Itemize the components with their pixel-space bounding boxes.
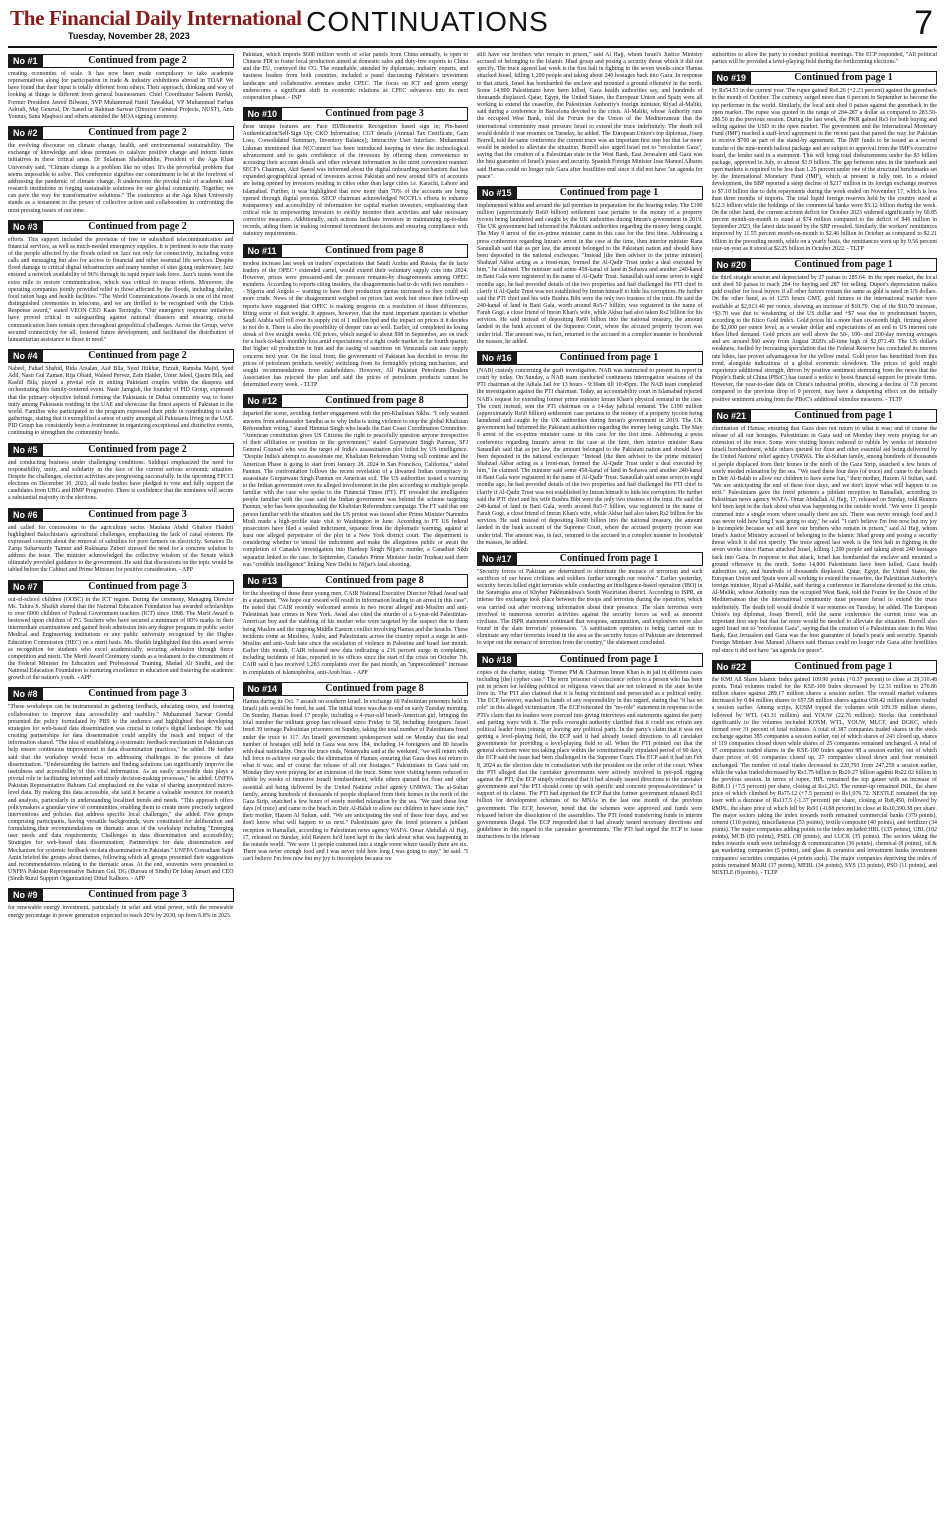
story-number-badge: No #2 [8,126,43,140]
continuation-block [8,687,234,883]
story-number-badge: No #15 [477,186,517,200]
article-text: Nabeel, Fahad Shahid, Rida Arsalan, Asif Bila, Syed Iftikhar, Fizzah, Ramsha Majid, Syed Adil, Nasir Gul Zaman, Rija Obaid, Waleed Pervez, Zain Haider, Umer Jaleel, Qasim Bila, and Kashif Bila, played a pivotal role in uniting Pakistani couples within the diaspora and orchestrating this family-centered event. Nasir Jamgish, the founder of PID Group, expressed that the primary objective behind forming the Pakistanis in Dubai community was to foster unity among Pakistanis residing in the UAE and showcase the finest aspects of Pakistan to the world. Families who participated in the program expressed their pride in contributing to such gatherings, stating that it exemplified a sense of unity amongst all Pakistanis living in the UAE. PID Group has consistently been a frontrunner in organizing exceptional and distinctive events, continuing to strengthen the community bonds. [8,366,234,437]
continuation-header [243,574,469,588]
continuation-block [243,682,469,864]
article-text: for the shooting of these three young men, CAIR National Executive Director Nihad Awad said in a statement. "We hope our reward will result in information leading to an arrest in this case". He noted that CAIR recently welcomed arrests in two recent alleged anti-Muslim and anti-Palestinian hate crimes in New York. Awad also cited the murder of a 6-year-old Palestinian-American boy and the stabbing of his mother who were targeted by the suspect due to them being Muslim and the ongoing Middle Eastern conflict involving Hamas and the Israelis. These incidents come as Muslims, Arabs, and Palestinians across the country report a surge in anti-Muslim and anti-Arab hate since the escalation of violence in Palestine and Israel last month. Earlier this month, CAIR released new data indicating a 216 percent surge in complaints, including incidents of bias, reported to its offices since the start of the crisis on October 7th. CAIR said it has received 1,283 complaints over the past month, an "unprecedented" increase in complaints of Islamophobia, anti-Arab bias. - APP [242,590,468,676]
continuation-block [243,574,469,677]
continued-from-label: Continued from page 1 [751,409,937,423]
article-text: "These workshops can be instrumental in gathering feedback, educating users, and fostering collaboration to improve data accessibility and usability." Muhammad Sarwar Gondal presented the policy formulated by PBS to the audience and highlighted that developing strategies for web-based data dissemination was crucial in today's digital landscape. He said creating partnerships for data dissemination could amplify the reach and impact of the information shared. "The idea of establishing a systematic feedback mechanism in Pakistan can help ensure continuous improvement in data dissemination practices," he added. He further said that the workshop would focus on addressing challenges in the process of data dissemination. "Understanding the barriers and finding solutions can significantly improve the usefulness and accessibility of this vital information. As an easily accessible data plays a pivotal role in facilitating informed and timely decision-making processes," he added. UNFPA Pakistan Representative Bahram Gul emphasized on the value of sharing anonymized micro-level data. By making this data accessible, she said it became a valuable resource for research and analysis, particularly in understanding localized trends and needs. "This approach offers policymakers a granular view of communities, enabling them to create more precisely targeted interventions and policies that address specific local challenges," she added. Five groups comprising participants, having versatile backgrounds, were constituted for deliberation and formulating their recommendations on thematic areas of the workshop including "Emerging user needs and data requirements; Challenges in data dissemination and accessibility; Strategies for web-based data dissemination; Partnerships for data dissemination and Mechanism for systemic feedback on data dissemination in Pakistan." UNFPA Consultant Sajid Amin briefed the groups about themes, following which all groups presented their suggestions and recommendations relating to the thematic areas. At the end, souvenirs were presented to UNFPA Pakistan Representative Bahram Gul, DG (Bureau of Sindh) Dr Ishaq Ansari and CEO (Sindh Rural Support Organization) Dittal Kalhoro. - APP [8,704,234,883]
article-text: still have our brothers who remain in prison," said Al Hajj, whom Israel's Justice Ministry accused of belonging to the Islamic Jihad group and posing a security threat which it did not specify. The truce agreed last week is the first halt in fighting in the seven weeks since Hamas attacked Israel, killing 1,200 people and taking about 240 hostages back into Gaza. In response to that attack, Israel has bombarded the enclave and mounted a ground offensive in the north. Some 14,800 Palestinians have been killed, Gaza health authorities say, and hundreds of thousands displaced. Qatar, Egypt, the United States, the European Union and Spain were all working to extend the ceasefire, the Palestinian Authority's foreign minister, Riyad al-Maliki, said during a conference in Barcelona devoted to the crisis. Al-Maliki, whose Authority runs the occupied West Bank, told the Forum for the Union of the Mediterranean that the international community must pressure Israel to extend the truce indefinitely. The death toll would double if war resumes on Tuesday, he added. The European Union's top diplomat, Josep Borrell, told the same conference the current truce was an important first step but that far more would be needed to alleviate the situation. Borrell also urged Israel not to "recolonise Gaza", saying that the creation of a Palestinian state in the West Bank, East Jerusalem and Gaza was the best guarantee of Israel's peace and security. Spanish Foreign Minister Jose Manuel Albares said Hamas could no longer rule Gaza after hostilities end since it did not have "an agenda for peace". [477,52,703,180]
continued-from-label: Continued from page 8 [282,682,468,696]
story-number-badge: No #18 [477,653,517,667]
article-text: the third straight session and depreciated by 27 paisas to 285.64. In the open market, the local unit shed 50 paisas to reach 284 for buying and 287 for selling. Dupee's depreciation makes gold costlier for local buyers if all other factors remain the same as gold is rated in US dollars. On the other hand, as of 1255 hours GMT, gold futures in the international market were available at $2,013.40 per ounce, showing an increase of $10.70. Out of the $10.70 increase, +$3.70 was due to weakening of the US dollar and +$7 was due to predominant buyers, according to the Kitco Gold Index. Gold prices hit a more than six-month high, firming above the $2,000 per ounce level, as a weaker dollar and expectations of an end to US interest rate hikes lifted demand. Gold prices are well above the 50-, 100- and 200-day moving averages and are around $60 away from August 2020's all-time high of $2,072.49. The US dollar's weakness, fuelled by increasing speculation that the Federal Reserve has concluded its interest rate hikes, has proven advantageous for the yellow metal. Gold price has benefitted from this trend, alongside indications of a global economic slowdown. The prices of gold might experience additional strength, driven by positive sentiment stemming from the news that the People's Bank of China (PBoC) has issued a notice to boost financial support for private firms. However, the year-to-date data on China's industrial profits, showing a decline of 7.8 percent compared to the previous drop of 9 percent, may have a dampening effect on the initially positive sentiment arising from the PBoC's additional stimulus measures. - TLTP [711,274,937,403]
continuation-header [712,258,938,272]
continuation-header [8,888,234,902]
continuation-block [477,653,703,842]
continuation-block [8,126,234,215]
continuation-header [8,508,234,522]
continuation-block [243,52,469,102]
continued-from-label: Continued from page 8 [282,574,468,588]
story-number-badge: No #5 [8,443,43,457]
article-text: copies of the charter, stating: "Former PM & Chairman Imran Khan is in jail in different cases including [the] cypher case." The term 'prisoner of conscience' refers to a person who has been put in prison for holding political or religious views that are not tolerated in the state he/she lives in. The PTI also claimed that it is being victimised and persecuted as a political entity. The ECP, however, washed its hands of any responsibility in this regard, stating that "it has no role" in this alleged victimisation. The ECP reiterated the "no-role" statement in response to the PTI's claim that its leaders were coerced into giving interviews and statements against the party and parting ways with it. The polls oversight authority clarified that it could not refrain any political leader from joining or leaving any political party. In the party's claim that it was not getting a level-playing field, the ECP said it had already issued directions to all caretaker governments for providing a level-playing field to all. When the PTI pointed out that the general elections were not taking place within the constitutionally stipulated period of 90 days, the ECP said the issue had been challenged in the Supreme Court. The ECP said it had set Feb 8, 2024 as the election date in consultation with the president on the order of the court. When the PTI alleged that the caretaker governments were actively involved in pre-poll rigging against the PTI, the ECP simply reiterated that it had already issued directions to the caretaker governments and "the PTI should come up with specific and concrete proposals/evidence" in support of its claims. The PTI had apprised the ECP that the former government released Rs51 billion for development schemes of its MNAs in the last one month of the previous government. The ECP, however, noted that the schemes were approved and funds were released before the dissolution of the assemblies. The PTI found transferring funds to interim governments illegal. The ECP responded that it had already issued necessary directions and guidelines in this regard to the caretaker governments. The PTI had urged the ECP to issue instructions to the relevant [477,669,703,841]
continuation-header [8,54,234,68]
continuation-header [477,351,703,365]
column-2 [243,52,469,1526]
continuation-header [477,653,703,667]
masthead-rule [8,46,937,48]
continued-from-label: Continued from page 1 [517,653,703,667]
continued-from-label: Continued from page 1 [517,552,703,566]
story-number-badge: No #14 [243,682,283,696]
article-text: Pakistan, which imports $600 million worth of solar panels from China annually, is open to Chinese FDI to foster local production aimed at domestic sales and duty-free exports to China and the EU, conveyed the CG. The roundtable, attended by diplomats, industry experts, and business leaders from both countries, included a panel discussing Pakistan's investment landscape and collaborative avenues under CPEC. The focus on ICT and green energy underscores a significant shift in economic relations as CPEC advances into its next cooperation phase. - INP [242,52,468,101]
article-text: Hamas during its Oct. 7 assault on southern Israel. In exchange 60 Palestinian prisoners held in Israeli jails would be freed, he said. The initial truce was due to end on early Tuesday morning. On Sunday, Hamas freed 17 people, including a 4-year-old Israeli-American girl, bringing the total number the militant group has released since Friday to 58, including foreigners. Israel freed 39 teenage Palestinian prisoners on Sunday, taking the total number of Palestinians freed under the truce to 117. An Israeli government spokesperson said on Monday that the total number of hostages still held in Gaza was now 184, including 14 foreigners and 80 Israelis with dual nationality. Once the truce ends, Netanyahu said at the weekend, "we will return with full force to achieve our goals: the elimination of Hamas; ensuring that Gaza does not return to what it was; and of course the release of all our hostages." Palestinians in Gaza said on Monday they were praying for an extension of the truce. Some were visiting homes reduced to rubble by weeks of intensive Israeli bombardment, while others queued for flour and other essential aid being delivered by the United Nations' relief agency UNRWA. The al-Sultan family, among hundreds of thousands of people displaced from their homes in the north of the Gaza Strip, snatched a few hours of sorely needed relaxation by the sea. "We used these four days (of truce) and came to the beach in Deir Al-Balah to allow our children to have some fun," their mother, Hazem Al Sultan, said. "We are anticipating the end of these four days, and we don't know what will happen to us next." Palestinians gave the freed prisoners a jubilant reception in Ramallah, according to Palestinian news agency WAFA. Omar Abdullah Al Hajj, 17, released on Sunday, told Reuters he'd been kept in the dark about what was happening in the outside world. "We were 11 people crammed into a single room where usually there are six. There was never enough food and I was never told how long I was going to stay," he said. "I can't believe I'm free now but my joy is incomplete because we [242,698,468,863]
continuation-block [8,349,234,438]
continuation-block [477,52,703,181]
story-number-badge: No #6 [8,508,43,522]
continued-from-label: Continued from page 8 [282,394,468,408]
continued-from-label: Continued from page 2 [43,443,234,457]
masthead [8,4,937,46]
continuation-header [712,71,938,85]
article-text: and called for concessions to the agriculture sector. Maulana Abdul Ghafoor Haideri highlighted Balochistan's agricultural challenges, emphasizing the lack of canal systems. He expressed concern about the removal of subsidies for poor farmers on electricity. Senators Dr. Zarqa Suharwardy Taimur and Rukhsana Zuberi stressed the need for a concrete solution to address the issue. The minister acknowledged the collective wisdom of the Senate which ultimately provided guidance to the government. He said that discussions on the topic would be tabled before the Cabinet and Prime Minister for positive consideration. - APP [8,524,234,574]
continuation-block [477,552,703,648]
article-text: creating economies of scale. It has now been made compulsory to take academia representatives along for participation in trade & industry exhibitions abroad in TDAP. We have found that their input is totally different from others. Their approach, thinking and way of looking at things is different from general businessmen. Chief Coordinator Saleem Parekh, Former President Jawed Bilwani, SVP Muhammad Hanif Tawakkal, VP Muhammad Farhan Ashrafi, Maj General, Dr. Saeed ur Rahman Sarwar (Director General Projects, NUST), Anis Younus, Sana Maqbool and others attended the MOA signing ceremony. [8,71,234,120]
continuation-header [712,660,938,674]
continuation-block [712,52,938,66]
article-text: the KMI All Share Islamic Index gained 109.90 points (+0.37 percent) to close at 29,310.48 points. Total volumes traded for the KSE-100 Index decreased by 12.31 million to 276.86 million shares against 289.17 million shares a session earlier. The overall market volumes decreased by 0.84 million shares to 657.58 million shares against 658.42 million shares traded a session earlier. Among scrips, KOSM topped the volumes with 109.39 million shares, followed by WTL (43.31 million) and YOUW (22.76 million). Stocks that contributed significantly to the volumes included KOSM, WTL, YOUW, MLCF, and DGKC, which formed over 31 percent of total volumes. A total of 387 companies traded shares in the stock exchange against 385 companies a session earlier, out of which shares of 243 closed up, shares of 119 companies closed down while shares of 25 companies remained unchanged. A total of 97 companies traded shares in the KSE-100 Index against 98 a session earlier, out of which share prices of 66 companies closed up, 27 companies closed down and four remained unchanged. The number of total trades decreased to 220,793 from 247,259 a session earlier, while the value traded decreased by Rs1.75 billion to Rs20.27 billion against Rs22.02 billion in the previous session. In terms of rupee, HPL remained the top gainer with an increase of Rs88.11 (+7.5 percent) per share, closing at Rs1,263. The runner-up remained INIL, the share price of which climbed by Rs75.12 (+7.5 percent) to Rs1,076.72. NESTLE remained the top loser with a decrease of Rs117.5 (-1.37 percent) per share, closing at Rs8,450, followed by RMPL, the share price of which fell by Rs91 (-0.88 percent) to close at Rs10,390.38 per share. The major sectors taking the index towards north remained commercial banks (379 points), cement (110 points), miscellaneous (53 points), textile composite (40 points), and fertilizer (34 points). The major companies adding points to the index included HBL (135 points), UBL (102 points), MCB (83 points), PSEL (38 points), and LUCK (35 points). The sectors taking the index towards south were technology & communication (36 points), chemical (8 points), oil & gas marketing companies (5 points), and glass & ceramics and investment banks investment companies/ securities companies (4 points each). The major companies depriving the index of points remained MARI (37 points), MEBL (34 points), SYS (33 points), PSO (11 points), and NESTLE (8 points). - TLTP [711,676,937,876]
story-number-badge: No #10 [243,107,283,121]
story-number-badge: No #4 [8,349,43,363]
continuation-block [8,54,234,121]
article-text: implemented within and around the jail premises in preparation for the hearing today. The £190 million (approximately Rs60 billion) settlement case pertains to the money of a property tycoon being laundered and caught by the UK authorities during Imran's government in 2019. The UK government had informed the Pakistani authorities regarding the money being caught. The May 9 arrest of the ex-prime minister came in this case for the first time. Addressing a press conference regarding Imran's arrest in the case at the time, then interior minister Rana Sanaullah said that as per law, the amount belonged to the Pakistani nation and should have been deposited in the national exchequer. "Instead [the then advisor to the prime minister] Shahzad Akbar acting as a front-man, formed the Al-Qadir Trust under a deal executed by him," he claimed. The minister said some 458-kanal of land in Sohawa and another 240-kanal in Bani Gala were registered in the name of Al-Qadir Trust. Sanaullah said some seven to eight months ago, he had provided details of the two properties and had challenged the PTI chief to clarify if Al-Qadir Trust was not established by Imran himself to hide his corruption. He further said the PTI chief and his wife Bushra Bibi were the only two trustees of the trust. He said the 240-kanal of land in Bani Gala, worth around Rs5-7 billion, was registered in the name of Farah Gogi, a close friend of Imran Khan's wife, while Akbar had also taken Rs2 billion for his services. He said instead of depositing Rs60 billion into the national treasury, the amount landed in the bank account of the Supreme Court, where the accused property tycoon was under trial. The amount was, in fact, returned to the accused in a complex manner to hoodwink the masses, he added. [477,202,703,345]
article-text: elimination of Hamas; ensuring that Gaza does not return to what it was; and of course the release of all our hostages. Palestinians in Gaza said on Monday they were praying for an extension of the truce. Some were visiting homes reduced to rubble by weeks of intensive Israeli bombardment, while others queued for flour and other essential aid being delivered by the United Nations' relief agency UNRWA. The al-Sultan family, among hundreds of thousands of people displaced from their homes in the north of the Gaza Strip, snatched a few hours of sorely needed relaxation by the sea. "We used these four days (of truce) and came to the beach in Deir Al-Balah to allow our children to have some fun," their mother, Hazem Al Sultan, said. "We are anticipating the end of these four days, and we don't know what will happen to us next." Palestinians gave the freed prisoners a jubilant reception in Ramallah, according to Palestinian news agency WAFA. Omar Abdullah Al Hajj, 17, released on Sunday, told Reuters he'd been kept in the dark about what was happening in the outside world. "We were 11 people crammed into a single room where usually there are six. There was never enough food and I was never told how long I was going to stay," he said. "I can't believe I'm free now but my joy is incomplete because we still have our brothers who remain in prison," said Al Hajj, whom Israel's Justice Ministry accused of belonging to the Islamic Jihad group and posing a security threat which it did not specify. The truce agreed last week is the first halt in fighting in the seven weeks since Hamas attacked Israel, killing 1,200 people and taking about 240 hostages back into Gaza. In response to that attack, Israel has bombarded the enclave and mounted a ground offensive in the north. Some 14,800 Palestinians have been killed, Gaza health authorities say, and hundreds of thousands displaced. Qatar, Egypt, the United States, the European Union and Spain were all working to extend the ceasefire, the Palestinian Authority's foreign minister, Riyad al-Maliki, said during a conference in Barcelona devoted to the crisis. Al-Maliki, whose Authority runs the occupied West Bank, told the Forum for the Union of the Mediterranean that the international community must pressure Israel to extend the truce indefinitely. The death toll would double if war resumes on Tuesday, he added. The European Union's top diplomat, Josep Borrell, told the same conference the current truce was an important first step but that far more would be needed to alleviate the situation. Borrell also urged Israel not to "recolonise Gaza", saying that the creation of a Palestinian state in the West Bank, East Jerusalem and Gaza was the best guarantee of Israel's peace and security. Spanish Foreign Minister Jose Manuel Albares said Hamas could no longer rule Gaza after hostilities end since it did not have "an agenda for peace". [711,425,937,654]
continuation-block [243,107,469,239]
continuation-header [243,107,469,121]
continued-from-label: Continued from page 3 [43,508,234,522]
continued-from-label: Continued from page 1 [751,258,937,272]
continued-from-label: Continued from page 1 [751,660,937,674]
column-3 [477,52,703,1526]
article-text: the evolving discourse on climate change, health, and environmental sustainability. The exchange of knowledge and ideas promises to catalyze positive change and inform future initiatives in these critical areas. Dr Sulaiman Shahabuddin, President of the Aga Khan University said, "Climate change is a problem like no other. It's the proverbial problem that seems impossible to solve. This conference signifies our commitment to be at the forefront of addressing the pandemic of climate change. It underscores the pivotal role of academic and research institutions in forging sustainable solutions for our global community. Together, we can pave the way for transformative solutions." The conference at the Aga Khan University stands as a testament to the power of collective action and collaboration in confronting the most pressing issues of our time. [8,143,234,214]
continuation-header [8,687,234,701]
story-number-badge: No #13 [243,574,283,588]
story-number-badge: No #7 [8,580,43,594]
continued-from-label: Continued from page 3 [43,580,234,594]
continued-from-label: Continued from page 3 [43,888,234,902]
article-text: out-of-school children (OOSC) in the ICT region. During the ceremony, Managing Director Ms. Tahira S. Shaikh shared that the National Education Foundation has awarded scholarships to over 6000 children of Federal Government teachers (ICT) since 1998. The Merit Award is bestowed upon children of FG Teachers who have secured a minimum of 80% marks in their intermediate examinations and gained fresh admission into any degree program in public sector Medical and Engineering institutions or any public university recognized by the Higher Education Commission (HEC) on a merit basis. Ms. Shaikh highlighted that this award serves as recognition for students who excel academically, securing admission through fierce competition and merit. The Merit Award Ceremony stands as a testament to the commitment of the Federal Minister for Education and Professional Training, Madad Ali Sindhi, and the National Education Foundation to nurturing excellence in education and fostering the academic growth of the nation's youth. - APP [8,596,234,682]
continued-from-label: Continued from page 3 [43,687,234,701]
continued-from-label: Continued from page 3 [282,107,468,121]
article-text: by Rs54.53 in the current year. The rupee gained Rs6.26 (+2.23 percent) against the greenback in the month of October. The currency surged more than 6 percent in September to become the top performer in the world. Similarly, the local unit shed 0 paisas against the greenback in the open market. The rupee was quoted in the range of 284-287 a dollar as compared to 283.50-286.50 in the previous session. During the last week, the PKR gained Rs3 for both buying and selling against the USD in the open market. The government and the International Monetary Fund (IMF) reached a staff-level agreement in the recent past that paved the way for Pakistan to receive $700 as part of the stand-by agreement. The IMF funds to be issued as a second tranche of the nine-month bailout package and are subject to approval from the IMF's executive board, the lender said in a statement. This will bring total disbursements under the $3 billion package, approved in July, to almost $1.9 billion. The gap between rates in the interbank and open markets is required to be less than 1.25 percent under one of the structural benchmarks set by the International Monetary Fund (IMF), which at present is fully met. In a related development, the SBP reported a steep decline of $217 million in its foreign exchange reserves to $7.18 billion due to debt repayments during the week ended on November 17, which is less than three months of imports. The total liquid foreign reserves held by the country stood at $12.3 billion while the holdings of the commercial banks were $5.12 billion during the week. On the other hand, the current account deficit for October 2023 widened significantly by 60.85 percent month-on-month to stand at $74 million compared to the deficit of $46 million in September 2023, the latest data issued by the SBP revealed. Similarly, the workers' remittances improved by 11.55 percent month-on-month to $2.46 billion in October as compared to $2.21 billion in the preceding month, while on a yearly basis, the remittances went up by 9.56 percent year-on-year as it stood at $2.25 billion in October 2022. - TLTP [711,88,937,252]
continuation-block [8,220,234,344]
continuation-block [8,443,234,503]
continuation-header [477,552,703,566]
story-number-badge: No #16 [477,351,517,365]
continuation-header [8,220,234,234]
continuation-header [8,126,234,140]
newspaper-name: The Financial Daily International [10,6,302,30]
article-text: and conducting business under challenging conditions. Siddiqui emphasized the need for responsibility, unity, and solidarity in the face of the current serious economic situation. Despite the challenges, election activities are progressing successfully. In the upcoming FPCCI elections on December 30, 2023, all trade bodies have pledged to vote and fully support the candidates from UBG and BMP Progressive. There is confidence that the nominees will secure a substantial majority in the elections. [8,459,234,502]
article-text: (NAB) custody concerning the graft investigation. NAB was instructed to present its report in court by today. On Sunday, a NAB team conducted continuous interrogation sessions of the PTI chairman at the Adiala Jail for 13 hours - 9:30am till 10:45pm. The NAB team completed the investigation against the PTI chairman. Today, an accountability court in Islamabad rejected NAB's request for extending former prime minister Imran Khan's physical remand in the case. The court instead, sent the PTI chairman on a 14-day judicial remand. The £190 million (approximately Rs60 billion) settlement case pertains to the money of a property tycoon being laundered and caught by the UK authorities during Imran's government in 2019. The UK government had informed the Pakistani authorities regarding the money being caught. The May 9 arrest of the ex-prime minister came in this case for the first time. Addressing a press conference regarding Imran's arrest in the case at the time, then interior minister Rana Sanaullah said that as per law, the amount belonged to the Pakistani nation and should have been deposited in the national exchequer. "Instead [the then advisor to the prime minister] Shahzad Akbar acting as a front-man, formed the Al-Qadir Trust under a deal executed by him," he claimed. The minister said some 458-kanal of land in Sohawa and another 240-kanal in Bani Gala were registered in the name of Al-Qadir Trust. Sanaullah said some seven to eight months ago, he had provided details of the two properties and had challenged the PTI chief to clarify if Al-Qadir Trust was not established by Imran himself to hide his corruption. He further said the PTI chief and his wife Bushra Bibi were the only two trustees of the trust. He said the 240-kanal of land in Bani Gala, worth around Rs5-7 billion, was registered in the name of Farah Gogi, a close friend of Imran Khan's wife, while Akbar had also taken Rs2 billion for his services. He said instead of depositing Rs60 billion into the national treasury, the amount landed in the bank account of the Supreme Court, where the accused property tycoon was under trial. The amount was, in fact, returned to the accused in a complex manner to hoodwink the masses, he added. [477,367,703,546]
continuation-block [8,888,234,919]
article-text: authorities to allow the party to conduct political meetings. The ECP responded, "All political parties will be provided a level-playing field during the forthcoming elections." [711,52,937,66]
article-text: "Security forces of Pakistan are determined to eliminate the menace of terrorism and such sacrifices of our brave civilians and soldiers further strength our resolve." Earlier yesterday, security forces killed eight terrorists while conducting an intelligence-based operation (IBO) in the Sararogha area of Khyber Pakhtunkhwa's South Waziristan district. According to ISPR, an intense fire exchange took place between the troops and terrorists during the operation, which was carried out after receiving information about their presence. The slain terrorists were involved in numerous terrorist activities against the security forces as well as innocent civilians. The ISPR statement continued that weapons, ammunition, and explosives were also found in the slain terrorists' possession. "A sanitisation operation is being carried out to eliminate any other terrorists found in the area as the security forces of Pakistan are determined to wipe out the menace of terrorism from the country," the statement concluded. [477,568,703,647]
continued-from-label: Continued from page 2 [43,54,234,68]
continuation-header [243,394,469,408]
story-number-badge: No #20 [712,258,752,272]
page-number: 7 [914,4,933,42]
article-text: modest increase last week on traders' expectations that Saudi Arabia and Russia, the de facto leaders of the OPEC+ extended cartel, would extend their voluntary supply cuts into 2024. However, prices were pressured-and the pressure remains-by disagreements among OPEC members. According to reports citing insiders, the disagreements had to do with two members -- Nigeria and Angola -- wanting to have their production quotas increased so they could sell more crude. News of the disagreement weighed on prices last week but since then follow-up reports have suggested that OPEC is making progress on a resolution of these differences, lifting some of that weight. It appears, however, that the most important question is whether Saudi Arabia will roll over its supply cut of 1 million bpd and the impact on prices if it decides to not do it. There is also the possibility of deeper cuts as well. Earlier, oil completed its losing streak of five straight weeks. Oil prices, which surged to about $98 in September, are on track for a back-to-back monthly loss amid expectations of a tight crude market in the fourth quarter. But higher oil production in Iran and the easing of sanctions on Venezuela can ease supply concerns next year. On the local front, the government of Pakistan has decided to revise the prices of petroleum products weekly; switching from its fortnightly pricing mechanism, and sought recommendations from stakeholders. However, All Pakistan Petroleum Dealers Association has rejected the plan and said the prices of petroleum products cannot be determined every week. - TLTP [242,260,468,389]
story-number-badge: No #1 [8,54,43,68]
continuation-block [712,409,938,655]
continuation-header [243,682,469,696]
continued-from-label: Continued from page 2 [43,220,234,234]
article-text: these unique features are: Face ID/Biometric Recognition based sign in; Pin-based Authentication/Self-Sign Up; CKO Information; CGT details (Annual Tax Certificate, Gain Loss, Consolidated Summary, Inventory Balance); Interactive User Interface. Muhammad Lukman mentioned that NCConnect has been introduced keeping in view the technological advancement and to gain confidence of the investors by offering them convenience in accessing their account details and other relevant information in the most convenient manner. SECP's Chairman, Akif Saeed was informed about the digital onboarding mechanism that has expanded geographical spread of investors across Pakistan and now around 60% of accounts are being opened by investors residing in cities other than large cities i.e. Karachi, Lahore and Islamabad. Further, it was highlighted that now more than 70% of the accounts are being opened through digital process. SECP chairman acknowledged NCCPL's efforts to enhance transparency and accessibility of information for capital market investors, emphasizing their critical role in empowering investors to swiftly monitor their activities and take necessary corrective measures. Additionally, such actions facilitate investors in maintaining up-to-date records, aiding them in making informed investment decisions and ensuring compliance with statutory requirements. [242,124,468,238]
continuation-block [712,71,938,253]
continuation-block [243,394,469,568]
issue-date: Tuesday, November 28, 2023 [68,31,190,41]
story-number-badge: No #21 [712,409,752,423]
continuation-block [477,186,703,346]
section-title: CONTINUATIONS [306,6,549,37]
continuation-block [477,351,703,547]
article-text: for renewable energy investment, particularly in solar and wind power, with the renewable energy percentage in power generation expected to reach 20% by 2030, up from 6.8% in 2023. [8,905,234,919]
story-number-badge: No #12 [243,394,283,408]
continuation-header [8,443,234,457]
continuation-header [8,349,234,363]
continuation-block [8,580,234,683]
continued-from-label: Continued from page 1 [517,186,703,200]
continuation-block [243,244,469,390]
article-columns [8,52,937,1526]
continued-from-label: Continued from page 8 [282,244,468,258]
story-number-badge: No #17 [477,552,517,566]
continued-from-label: Continued from page 1 [517,351,703,365]
continuation-header [8,580,234,594]
continuation-block [712,258,938,404]
continuation-header [712,409,938,423]
continuation-block [8,508,234,575]
article-text: efforts. This support included the provision of free or subsidized telecommunication and financial services, as well as much-needed emergency supplies. It is pertinent to note that many of the people affected by the floods relied on Jazz not only for connectivity, including voice calls and messaging but also for access to financial and other essential life services. Despite flood damage to critical digital infrastructure and many number of sites going underwater, Jazz ensured a network availability of 96% through its rapid repair task force. Jazz's teams went the extra mile to restore communication, which was critical to rescue efforts. Moreover, the operating companies jointly provided relief to those affected by the floods, including shelter, food ration bags and health facilities. "The World Communications Awards is one of the most distinguished ceremonies in telecoms, and we are thrilled to be recognised with the Crisis Response award," stated VEON CEO Kaan Terzioglu. "Our emergency response initiatives have proved critical in safeguarding against national disasters and ensuring crucial communication lines remain open throughout geopolitical challenges. Across the Group, we've secured connectivity for all, fostered future development, and facilitated the distribution of humanitarian assistance to those in need." [8,236,234,343]
continuation-header [243,244,469,258]
story-number-badge: No #19 [712,71,752,85]
story-number-badge: No #11 [243,244,282,258]
continuation-block [712,660,938,877]
column-4 [712,52,938,1526]
continued-from-label: Continued from page 1 [751,71,937,85]
column-1 [8,52,234,1526]
story-number-badge: No #9 [8,888,43,902]
article-text: departed the scene, avoiding further engagement with the pro-Khalistan Sikhs. "I only wanted answers from ambassador Sandhu as to why India is using violence to stop the global Khalistan Referendum voting," stated Himmat Singh who heads the East Coast Coordination Committee. "American constitution gives US Citizens the right to peacefully question anyone irrespective of their affiliation or position in the government," stated Gurpatwant Singh Pannun, SFJ General Counsel who was the target of India's assassination plot foiled by US intelligence. "Despite India's attempt to assassinate me, Khalistan Referendum Voting will continue and the American Phase is going to start from January 28, 2024 in San Francisco, California," stated Pannun. The confrontation follows the recent revelation of a thwarted Indian conspiracy to assassinate Gurpatwant Singh Pannun on American soil. The US authorities issued a warning to the Indian government over its alleged involvement in the plot according to multiple people familiar with the case who spoke to the Financial Times (FT). FT revealed the intelligence people familiar with the case said the Indian government was behind the scheme targeting Pannun, who has been spearheading the Khalistan Referendum campaign. The FT said that one person familiar with the situation said the US protest was issued after Prime Minister Narendra Modi made a high-profile state visit to Washington in June. According to FT US federal prosecutors have filed a sealed indictment, separate from the diplomatic warning, against at least one alleged perpetrator of the plot in a New York district court. The department is considering whether to unseal the indictment and make the allegations public or await the completion of Canada's investigation into Hardeep Singh Nijjar's murder, a Canadian Sikh separatist linked to the case. In September, Canada's Prime Minister Justin Trudeau said there was "credible intelligence" linking New Delhi to Nijjar's fatal shooting. [242,411,468,568]
story-number-badge: No #3 [8,220,43,234]
story-number-badge: No #22 [712,660,752,674]
continued-from-label: Continued from page 2 [43,126,234,140]
story-number-badge: No #8 [8,687,43,701]
continued-from-label: Continued from page 2 [43,349,234,363]
continuation-header [477,186,703,200]
